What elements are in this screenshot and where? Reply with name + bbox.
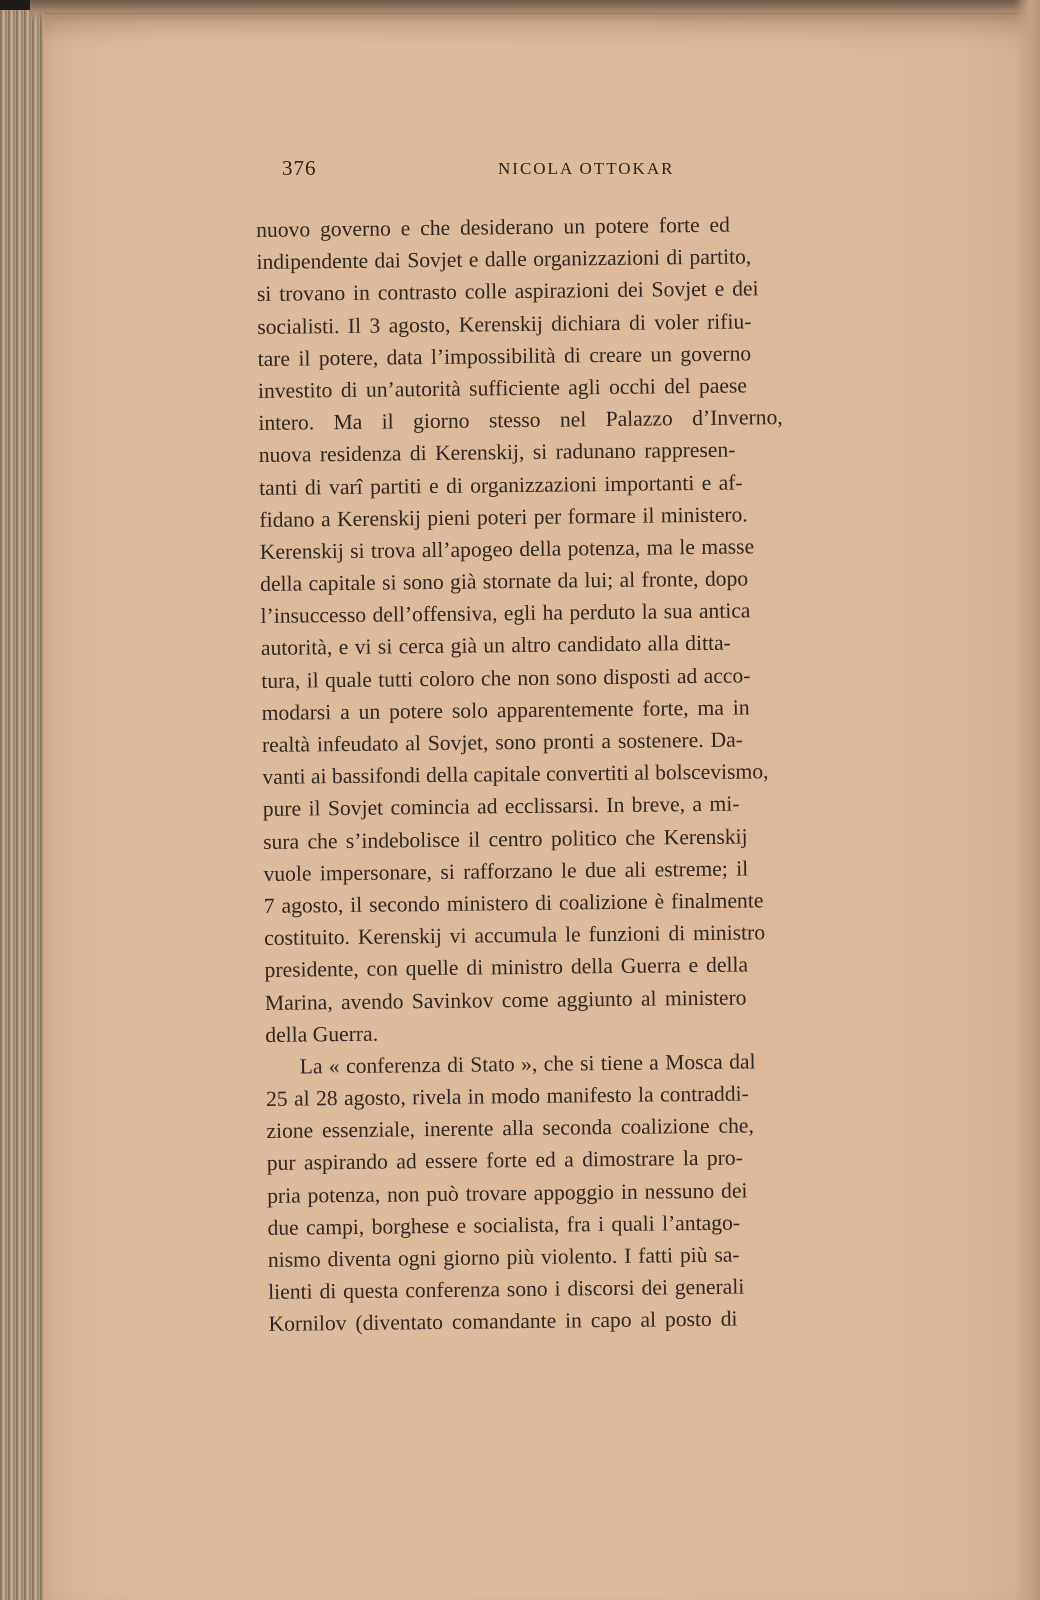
text-line: La « conferenza di Stato », che si tiene a Mosca dal: [299, 1049, 756, 1079]
text-line: pure il Sovjet comincia ad ecclissarsi. In breve, a mi-: [262, 791, 740, 822]
text-line: della Guerra.: [265, 1021, 379, 1047]
text-line: Kerenskij si trova all’apogeo della potenza, ma le masse: [259, 534, 755, 564]
page-header: [282, 156, 902, 186]
text-line: nismo diventa ogni giorno più violento. I fatti più sa-: [267, 1242, 740, 1272]
book-spine-edge: [0, 10, 44, 1600]
text-line: nuova residenza di Kerenskij, si radunano rappresen-: [258, 437, 736, 468]
text-line: zione essenziale, inerente alla seconda coalizione che,: [266, 1113, 754, 1144]
text-line: della capitale si sono già stornate da lui; al fronte, dopo: [260, 566, 749, 597]
text-line: pria potenza, non può trovare appoggio in nessuno dei: [266, 1178, 748, 1208]
text-line: vanti ai bassifondi della capitale convertiti al bolscevismo,: [262, 759, 769, 790]
text-line: lienti di questa conferenza sono i discorsi dei generali: [268, 1274, 745, 1305]
text-line: l’insuccesso dell’offensiva, egli ha perduto la sua antica: [260, 598, 751, 629]
text-line: autorità, e vi si cerca già un altro candidato alla ditta-: [260, 631, 731, 661]
text-line: vuole impersonare, si rafforzano le due ali estreme; il: [263, 856, 749, 886]
text-line: presidente, con quelle di ministro della Guerra e della: [264, 952, 749, 983]
page-right-edge: [1014, 0, 1040, 1600]
text-line: 7 agosto, il secondo ministero di coalizione è finalmente: [263, 888, 764, 918]
text-line: investito di un’autorità sufficiente agli occhi del paese: [257, 373, 748, 403]
text-line: 25 al 28 agosto, rivela in modo manifesto la contraddi-: [265, 1081, 749, 1112]
text-line: intero. Ma il giorno stesso nel Palazzo d’Inverno,: [258, 405, 783, 436]
text-line: indipendente dai Sovjet e dalle organizzazioni di partito,: [256, 244, 752, 275]
text-line: realtà infeudato al Sovjet, sono pronti a sostenere. Da-: [261, 727, 744, 757]
text-line: tura, il quale tutti coloro che non sono disposti ad acco-: [261, 663, 751, 693]
text-line: due campi, borghese e socialista, fra i quali l’antago-: [267, 1210, 741, 1240]
text-line: sura che s’indebolisce il centro politico che Kerenskij: [262, 824, 748, 854]
text-line: pur aspirando ad essere forte ed a dimostrare la pro-: [266, 1145, 743, 1176]
text-line: tanti di varî partiti e di organizzazioni importanti e af-: [258, 469, 743, 500]
text-line: costituito. Kerenskij vi accumula le funzioni di ministro: [264, 920, 766, 951]
text-line: si trovano in contrasto colle aspirazioni dei Sovjet e dei: [256, 276, 759, 307]
body-text: [256, 207, 919, 1341]
text-line: Marina, avendo Savinkov come aggiunto al ministero: [264, 984, 747, 1015]
text-line: Kornilov (diventato comandante in capo al posto di: [268, 1306, 738, 1337]
text-line: tare il potere, data l’impossibilità di creare un governo: [257, 341, 752, 371]
text-line: socialisti. Il 3 agosto, Kerenskij dichiara di voler rifiu-: [257, 308, 752, 339]
page-number: 376: [282, 156, 317, 180]
text-line: nuovo governo e che desiderano un potere forte ed: [256, 212, 731, 242]
page-top-edge: [30, 0, 1040, 22]
running-head: NICOLA OTTOKAR: [498, 159, 675, 178]
text-line: fidano a Kerenskij pieni poteri per formare il ministero.: [259, 502, 748, 532]
text-line: modarsi a un potere solo apparentemente forte, ma in: [261, 695, 750, 725]
